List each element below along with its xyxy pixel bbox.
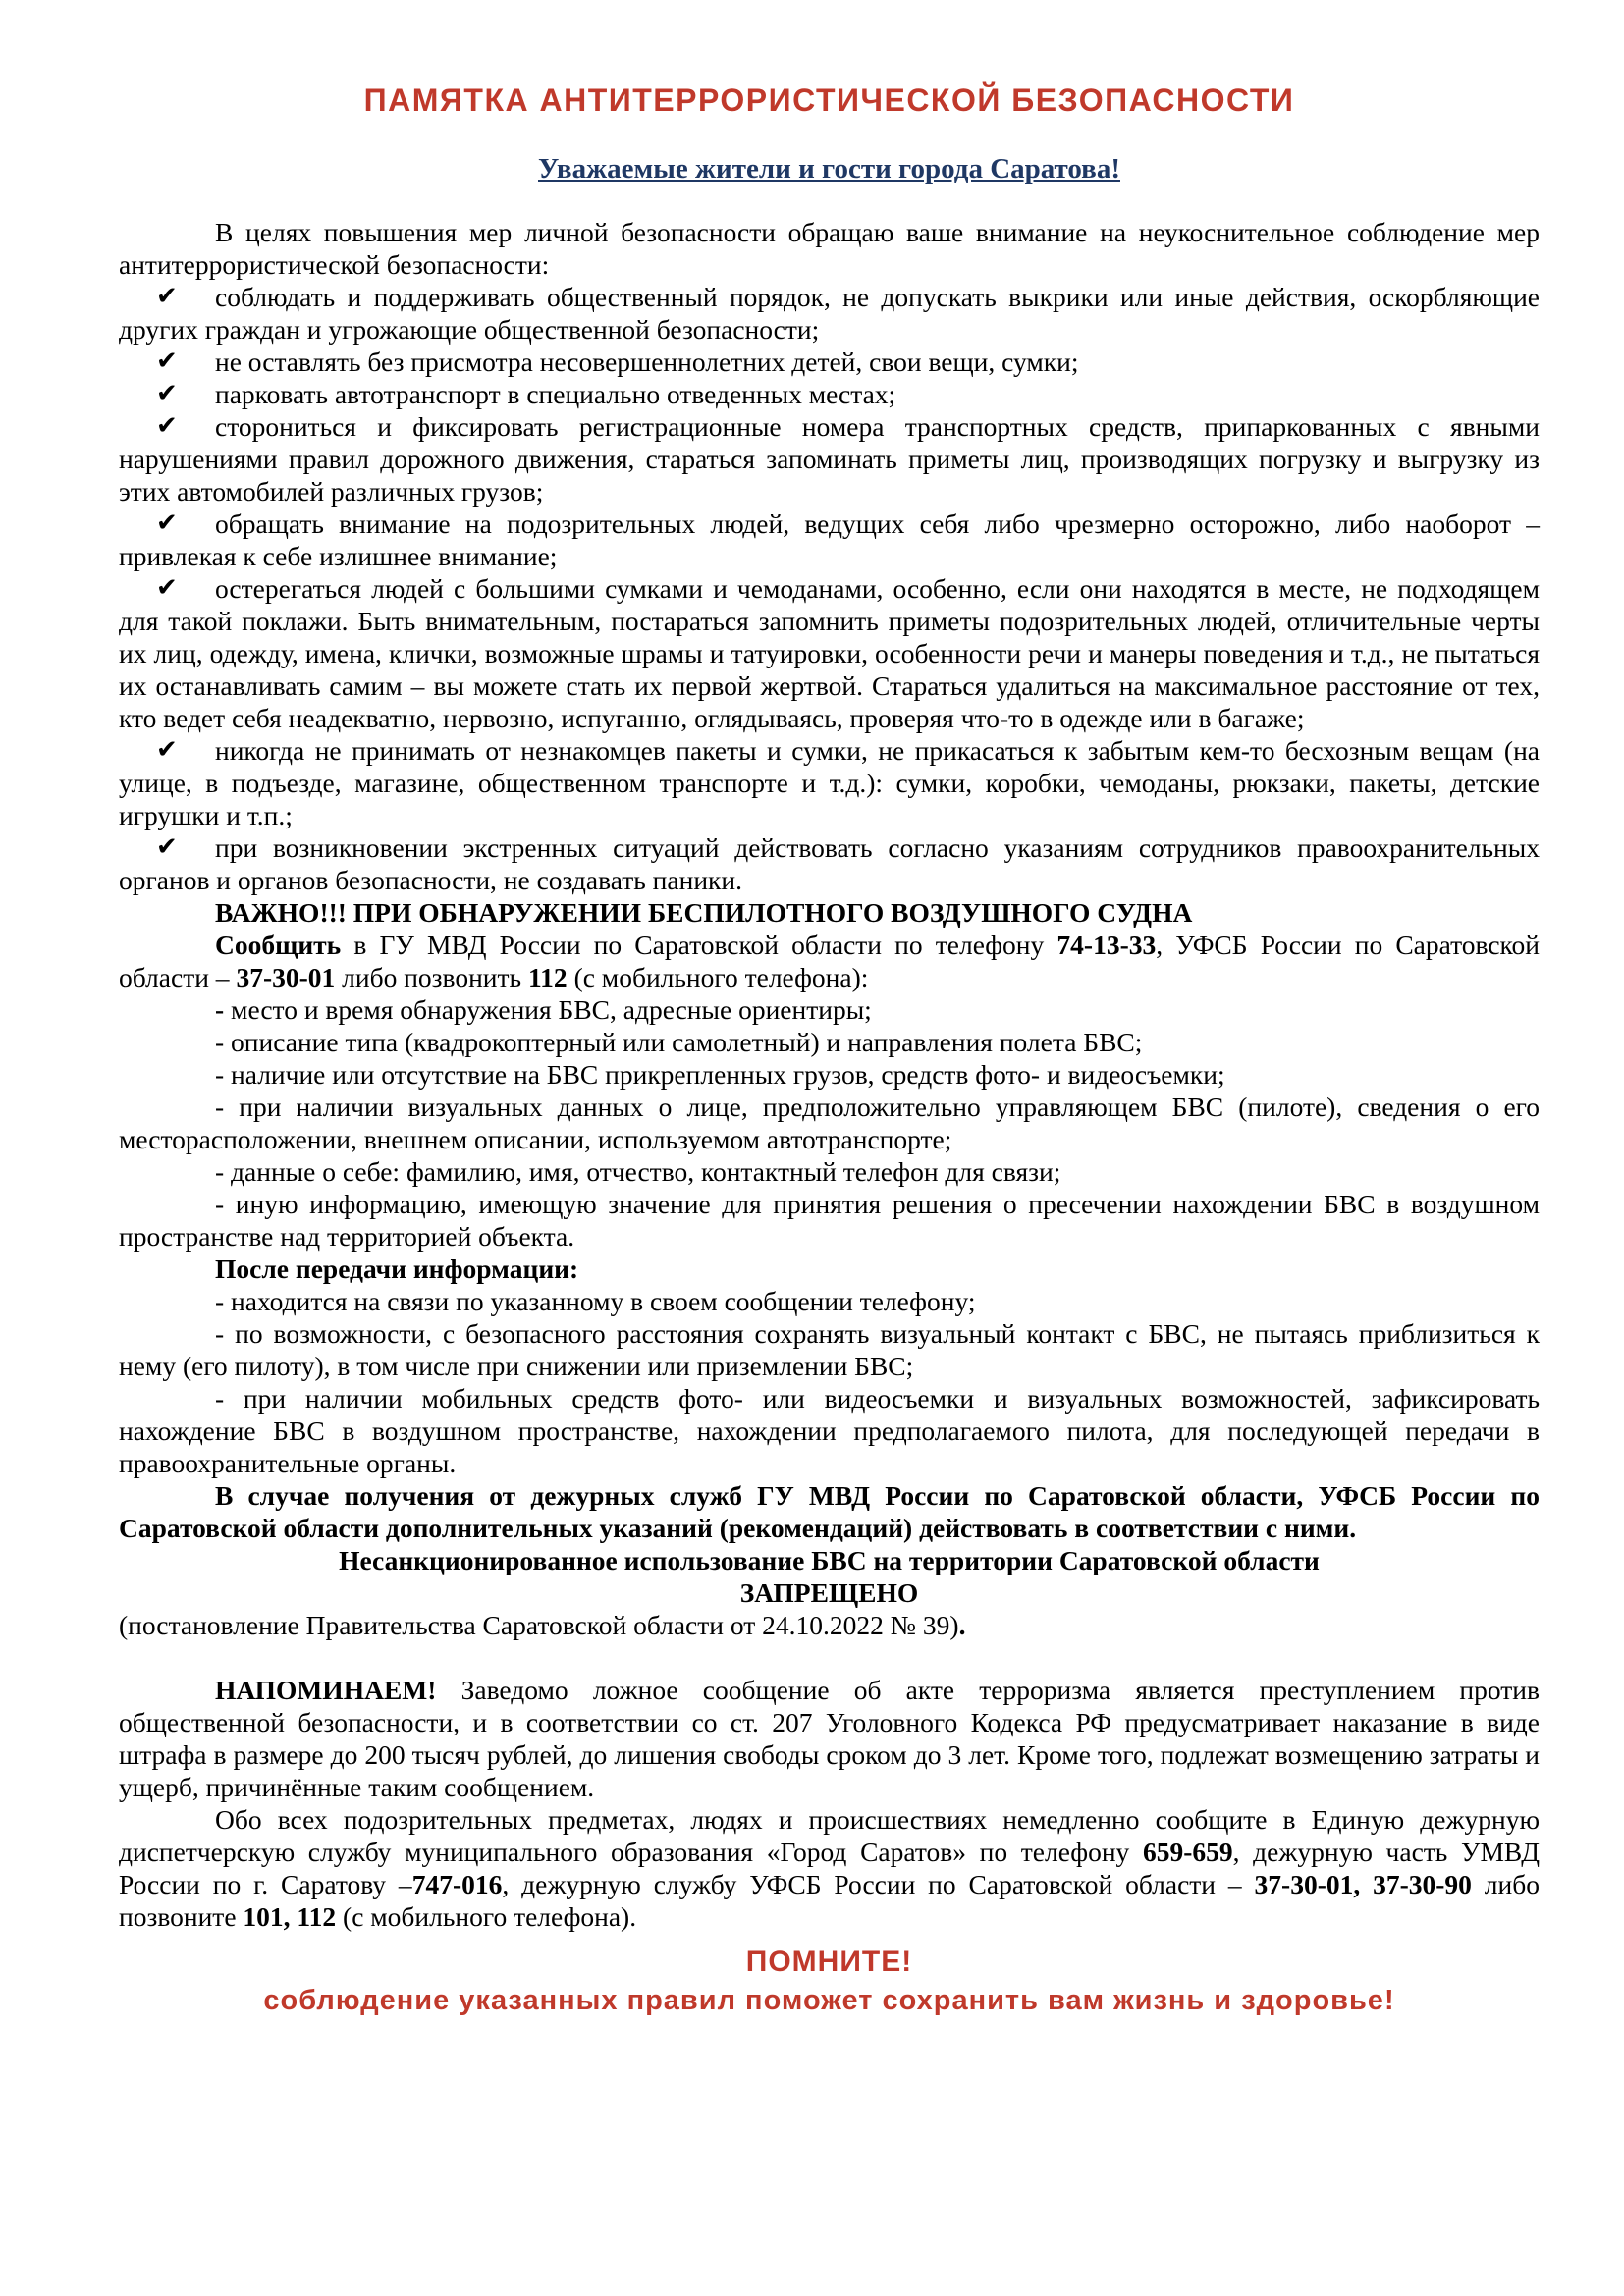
contacts-paragraph: Обо всех подозрительных предметах, людях и происшествиях немедленно сообщите в Единую дежурную диспетчерскую службу муниципального образования «Город Саратов» по телефону 659-659, дежурную часть УМВД России по г. Саратову –747-016, дежурную службу УФСБ России по Саратовской области – 37-30-01, 37-30-90 либо позвоните 101, 112 (с мобильного телефона). — [119, 1804, 1540, 1932]
page-title: ПАМЯТКА АНТИТЕРРОРИСТИЧЕСКОЙ БЕЗОПАСНОСТИ — [363, 82, 1295, 118]
list-item: - находится на связи по указанному в своем сообщении телефону; — [215, 1286, 976, 1316]
footer-slogan: соблюдение указанных правил поможет сохранить вам жизнь и здоровье! — [263, 1985, 1395, 2016]
checkmark-icon: ✔ — [156, 347, 178, 376]
report-paragraph: Сообщить в ГУ МВД России по Саратовской области по телефону 74-13-33, УФСБ России по Саратовской области – 37-30-01 либо позвонить 112 (с мобильного телефона): — [119, 930, 1540, 992]
checkmark-icon: ✔ — [156, 735, 178, 765]
checkmark-icon: ✔ — [156, 282, 178, 311]
list-item: - наличие или отсутствие на БВС прикрепленных грузов, средств фото- и видеосъемки; — [215, 1059, 1225, 1090]
list-item: ✔ никогда не принимать от незнакомцев пакеты и сумки, не прикасаться к забытым кем-то бесхозным вещам (на улице, в подъезде, магазине, общественном транспорте и т.д.): сумки, коробки, чемоданы, рюкзаки, пакеты, детские игрушки и т.п.; — [119, 735, 1540, 830]
list-item: ✔ при возникновении экстренных ситуаций действовать согласно указаниям сотрудников правоохранительных органов и органов безопасности, не создавать паники. — [119, 832, 1540, 895]
checkmark-icon: ✔ — [156, 508, 178, 538]
spacer — [119, 1641, 1540, 1674]
list-item: - данные о себе: фамилию, имя, отчество, контактный телефон для связи; — [215, 1156, 1061, 1187]
list-item: - по возможности, с безопасного расстояния сохранять визуальный контакт с БВС, не пытаясь приблизиться к нему (его пилоту), в том числе при снижении или приземлении БВС; — [119, 1318, 1540, 1381]
list-item: ✔ остерегаться людей с большими сумками и чемоданами, особенно, если они находятся в месте, не подходящем для такой поклажи. Быть внимательным, постараться запомнить приметы подозрительных людей, отличительные черты их лиц, одежду, имена, клички, возможные шрамы и татуировки, особенности речи и манеры поведения и т.д., не пытаться их останавливать самим – вы можете стать их первой жертвой. Стараться удалиться на максимальное расстояние от тех, кто ведет себя неадекватно, нервозно, испуганно, оглядываясь, проверяя что-то в одежде или в багаже; — [119, 573, 1540, 733]
intro-paragraph: В целях повышения мер личной безопасности обращаю ваше внимание на неукоснительное соблюдение мер антитеррористической безопасности: — [119, 217, 1540, 280]
list-item: ✔ обращать внимание на подозрительных людей, ведущих себя либо чрезмерно осторожно, либо наоборот – привлекая к себе излишнее внимание; — [119, 508, 1540, 571]
list-item: ✔ парковать автотранспорт в специально отведенных местах; — [156, 379, 896, 409]
list-item: - при наличии визуальных данных о лице, предположительно управляющем БВС (пилоте), сведения о его месторасположении, внешнем описании, используемом автотранспорте; — [119, 1092, 1540, 1154]
prohibition-line: Несанкционированное использование БВС на территории Саратовской области — [339, 1545, 1320, 1575]
list-item: - место и время обнаружения БВС, адресные ориентиры; — [215, 994, 872, 1025]
list-item: ✔ соблюдать и поддерживать общественный порядок, не допускать выкрики или иные действия, оскорбляющие других граждан и угрожающие общественной безопасности; — [119, 282, 1540, 345]
rules-list — [119, 281, 1540, 896]
drone-warning-heading: ВАЖНО!!! ПРИ ОБНАРУЖЕНИИ БЕСПИЛОТНОГО ВОЗДУШНОГО СУДНА — [215, 897, 1193, 928]
reminder-paragraph: НАПОМИНАЕМ! Заведомо ложное сообщение об акте терроризма является преступлением против общественной безопасности, и в соответствии со ст. 207 Уголовного Кодекса РФ предусматривает наказание в виде штрафа в размере до 200 тысяч рублей, до лишения свободы сроком до 3 лет. Кроме того, подлежат возмещению затраты и ущерб, причинённые таким сообщением. — [119, 1675, 1540, 1802]
guidance-paragraph: В случае получения от дежурных служб ГУ МВД России по Саратовской области, УФСБ России по Саратовской области дополнительных указаний (рекомендаций) действовать в соответствии с ними. — [119, 1480, 1540, 1543]
resolution-reference: (постановление Правительства Саратовской области от 24.10.2022 № 39). — [119, 1610, 966, 1640]
list-item: - иную информацию, имеющую значение для принятия решения о пресечении нахождении БВС в воздушном пространстве над территорией объекта. — [119, 1189, 1540, 1252]
list-item: - описание типа (квадрокоптерный или самолетный) и направления полета БВС; — [215, 1027, 1143, 1057]
footer-remember: ПОМНИТЕ! — [745, 1946, 913, 1978]
checkmark-icon: ✔ — [156, 573, 178, 603]
after-report-heading: После передачи информации: — [215, 1254, 579, 1284]
list-item: ✔ сторониться и фиксировать регистрационные номера транспортных средств, припаркованных с явными нарушениями правил дорожного движения, стараться запоминать приметы лиц, производящих погрузку и выгрузку из этих автомобилей различных грузов; — [119, 411, 1540, 507]
checkmark-icon: ✔ — [156, 832, 178, 862]
checkmark-icon: ✔ — [156, 411, 178, 441]
page-subtitle: Уважаемые жители и гости города Саратова! — [538, 153, 1120, 185]
prohibition-word: ЗАПРЕЩЕНО — [739, 1577, 919, 1608]
list-item: - при наличии мобильных средств фото- или видеосъемки и визуальных возможностей, зафиксировать нахождение БВС в воздушном пространстве, нахождении предполагаемого пилота, для последующей передачи в правоохранительные органы. — [119, 1383, 1540, 1478]
list-item: ✔ не оставлять без присмотра несовершеннолетних детей, свои вещи, сумки; — [156, 347, 1079, 377]
checkmark-icon: ✔ — [156, 379, 178, 408]
